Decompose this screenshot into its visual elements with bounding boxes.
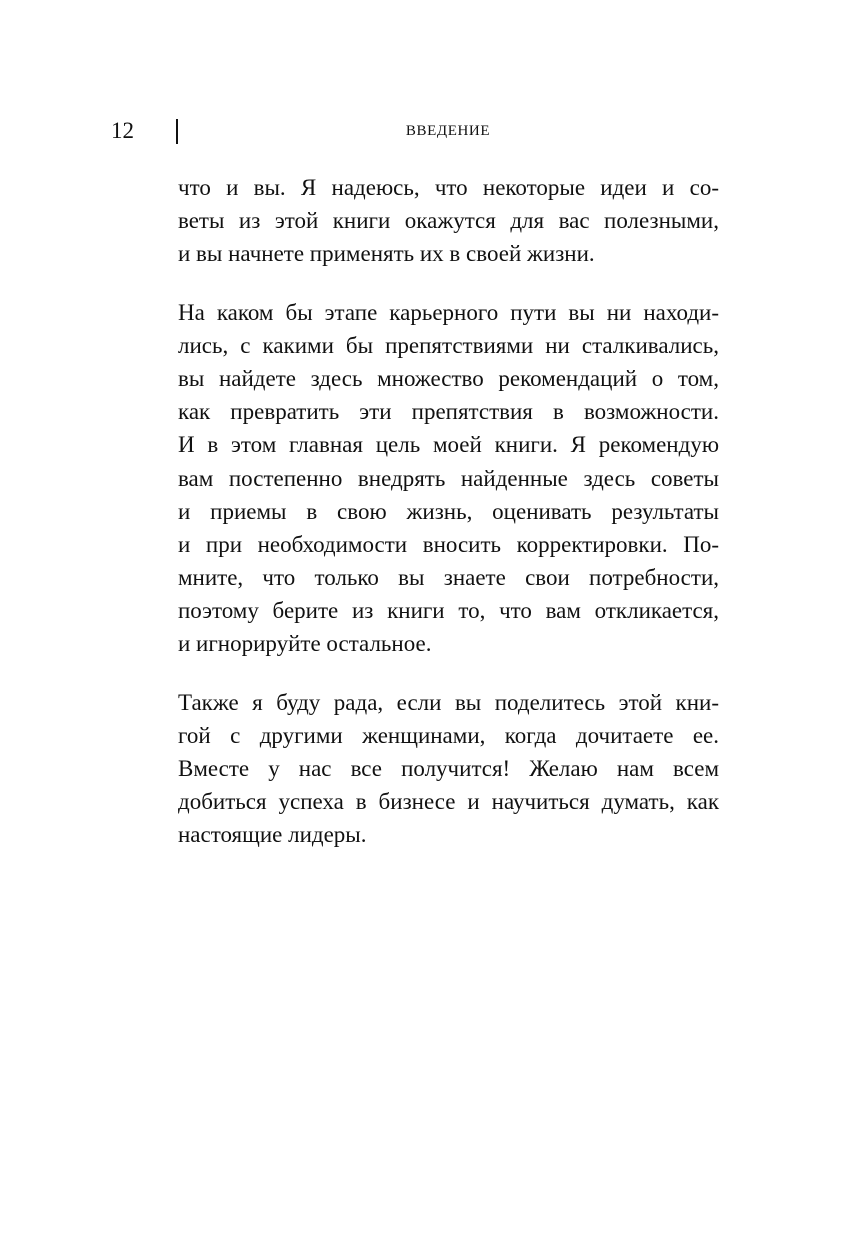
text-line: На каком бы этапе карьерного пути вы ни находи- <box>178 299 719 325</box>
text-line: гой с другими женщинами, когда дочитаете ее. <box>178 722 719 748</box>
text-line: добиться успеха в бизнесе и научиться думать, как <box>178 789 719 815</box>
text-line: И в этом главная цель моей книги. Я рекомендую <box>178 432 719 458</box>
text-line: вы найдете здесь множество рекомендаций о том, <box>178 365 719 391</box>
paragraph <box>178 171 719 271</box>
text-line: лись, с какими бы препятствиями ни сталкивались, <box>178 332 719 358</box>
text-line: и игнорируйте остальное. <box>178 631 432 657</box>
text-line: веты из этой книги окажутся для вас полезными, <box>178 208 719 234</box>
text-line: и при необходимости вносить корректировки. По- <box>178 531 719 557</box>
paragraph <box>178 686 719 852</box>
running-head: ВВЕДЕНИЕ <box>405 123 491 139</box>
text-line: Вместе у нас все получится! Желаю нам всем <box>178 756 719 781</box>
text-line: Также я буду рада, если вы поделитесь этой кни- <box>178 689 719 715</box>
paragraph <box>178 296 719 661</box>
text-line: поэтому берите из книги то, что вам откликается, <box>178 598 719 624</box>
text-line: и вы начнете применять их в своей жизни. <box>178 241 595 267</box>
body-text <box>178 171 719 877</box>
text-line: вам постепенно внедрять найденные здесь советы <box>178 465 719 491</box>
text-line: и приемы в свою жизнь, оценивать результаты <box>178 498 719 524</box>
text-line: настоящие лидеры. <box>178 822 367 848</box>
text-line: как превратить эти препятствия в возможности. <box>178 399 719 425</box>
page-number: 12 <box>111 118 134 143</box>
text-line: мните, что только вы знаете свои потребности, <box>178 565 719 591</box>
text-line: что и вы. Я надеюсь, что некоторые идеи и со- <box>178 175 719 200</box>
